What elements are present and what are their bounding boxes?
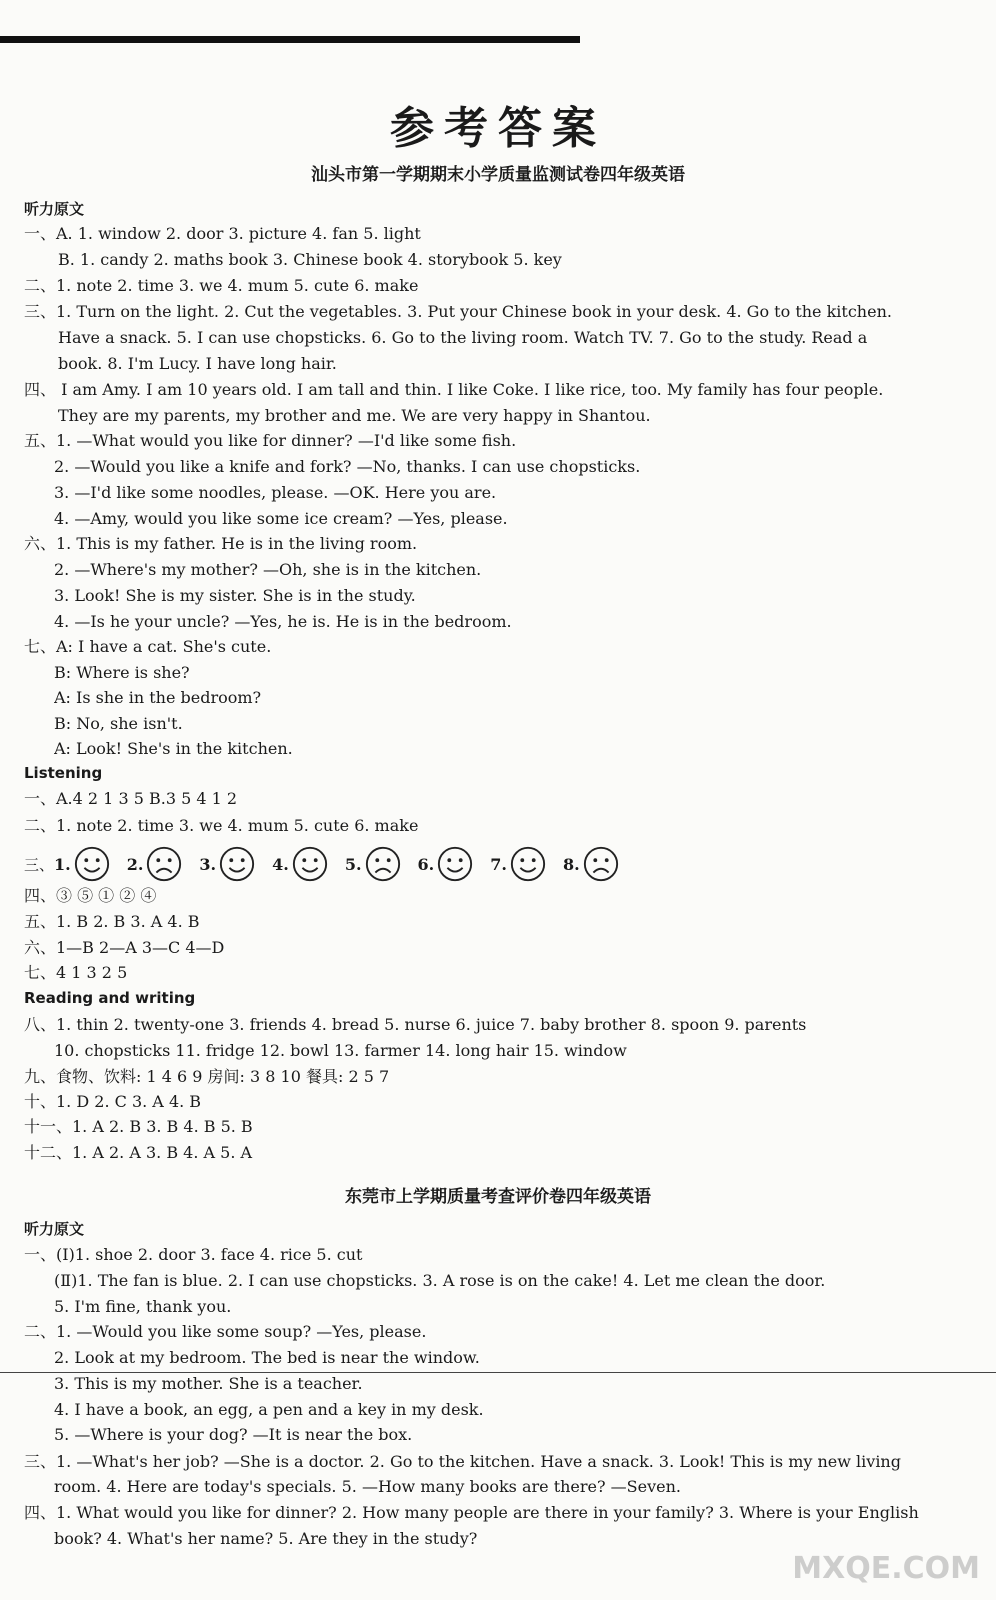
text-line: 七、A: I have a cat. She's cute.: [24, 637, 272, 656]
text-line: 2. —Where's my mother? —Oh, she is in the kitchen.: [54, 560, 482, 579]
text-line: book. 8. I'm Lucy. I have long hair.: [58, 354, 337, 373]
happy-face-icon: [73, 845, 111, 883]
section1-heading-reading: Reading and writing: [24, 989, 196, 1007]
happy-face-icon: [436, 845, 474, 883]
face-answer: 3.: [199, 845, 256, 883]
text-line: 2. Look at my bedroom. The bed is near the window.: [54, 1348, 480, 1367]
text-line: 3. —I'd like some noodles, please. —OK. Here you are.: [54, 483, 497, 502]
text-line: B: No, she isn't.: [54, 714, 183, 733]
text-line: 3. This is my mother. She is a teacher.: [54, 1374, 363, 1393]
answer-line: 十一、1. A 2. B 3. B 4. B 5. B: [24, 1117, 253, 1136]
text-line: 五、1. —What would you like for dinner? —I'd like some fish.: [24, 431, 517, 450]
text-line: 四、1. What would you like for dinner? 2. How many people are there in your family? 3. Where is your English: [24, 1503, 919, 1522]
answer-line: 十、1. D 2. C 3. A 4. B: [24, 1092, 202, 1111]
answer-line: 十二、1. A 2. A 3. B 4. A 5. A: [24, 1143, 253, 1162]
text-line: 3. Look! She is my sister. She is in the study.: [54, 586, 416, 605]
text-line: B. 1. candy 2. maths book 3. Chinese book 4. storybook 5. key: [58, 250, 562, 269]
text-line: 4. —Amy, would you like some ice cream? —Yes, please.: [54, 509, 508, 528]
happy-face-icon: [218, 845, 256, 883]
text-line: (Ⅱ)1. The fan is blue. 2. I can use chopsticks. 3. A rose is on the cake! 4. Let me clean the door.: [54, 1271, 826, 1290]
text-line: 六、1. This is my father. He is in the living room.: [24, 534, 418, 553]
text-line: 4. —Is he your uncle? —Yes, he is. He is in the bedroom.: [54, 612, 512, 631]
text-line: A: Is she in the bedroom?: [54, 688, 262, 707]
answer-line: 七、4 1 3 2 5: [24, 963, 128, 982]
face-answer: 8.: [563, 845, 620, 883]
section2-title: 东莞市上学期质量考查评价卷四年级英语: [345, 1187, 651, 1207]
text-line: 4. I have a book, an egg, a pen and a key in my desk.: [54, 1400, 484, 1419]
happy-face-icon: [291, 845, 329, 883]
face-answer: 7.: [490, 845, 547, 883]
watermark: MXQE.COM: [792, 1551, 980, 1586]
text-line: 5. —Where is your dog? —It is near the box.: [54, 1425, 413, 1444]
answer-line: 五、1. B 2. B 3. A 4. B: [24, 912, 200, 931]
section2-heading-script: 听力原文: [24, 1220, 85, 1238]
face-answer: 1.: [54, 845, 111, 883]
happy-face-icon: [509, 845, 547, 883]
text-line: Have a snack. 5. I can use chopsticks. 6. Go to the living room. Watch TV. 7. Go to the study. Read a: [58, 328, 868, 347]
text-line: 二、1. note 2. time 3. we 4. mum 5. cute 6. make: [24, 276, 419, 295]
text-line: room. 4. Here are today's specials. 5. —How many books are there? —Seven.: [54, 1477, 682, 1496]
sad-face-icon: [364, 845, 402, 883]
answer-line: 九、食物、饮料: 1 4 6 9 房间: 3 8 10 餐具: 2 5 7: [24, 1067, 390, 1086]
sad-face-icon: [582, 845, 620, 883]
text-line: 四、 I am Amy. I am 10 years old. I am tall and thin. I like Coke. I like rice, too. My family has four people.: [24, 380, 884, 399]
text-line: 二、1. —Would you like some soup? —Yes, please.: [24, 1322, 427, 1341]
text-line: A: Look! She's in the kitchen.: [54, 739, 293, 758]
answer-line: 四、③ ⑤ ① ② ④: [24, 886, 157, 905]
page-title: 参考答案: [390, 103, 606, 154]
text-line: book? 4. What's her name? 5. Are they in the study?: [54, 1529, 478, 1548]
face-answer: 6.: [418, 845, 475, 883]
section1-heading-script: 听力原文: [24, 200, 85, 218]
face-answer: 5.: [345, 845, 402, 883]
text-line: B: Where is she?: [54, 663, 190, 682]
text-line: They are my parents, my brother and me. We are very happy in Shantou.: [58, 406, 651, 425]
text-line: 三、1. Turn on the light. 2. Cut the vegetables. 3. Put your Chinese book in your desk. 4. Go to the kitchen.: [24, 302, 892, 321]
text-line: 2. —Would you like a knife and fork? —No, thanks. I can use chopsticks.: [54, 457, 641, 476]
answer-line: 一、A.4 2 1 3 5 B.3 5 4 1 2: [24, 789, 238, 808]
answer-line: 10. chopsticks 11. fridge 12. bowl 13. farmer 14. long hair 15. window: [54, 1041, 627, 1060]
face-answer: 4.: [272, 845, 329, 883]
section1-title: 汕头市第一学期期末小学质量监测试卷四年级英语: [311, 165, 685, 185]
text-line: 5. I'm fine, thank you.: [54, 1297, 232, 1316]
sad-face-icon: [145, 845, 183, 883]
answer-line: 八、1. thin 2. twenty-one 3. friends 4. bread 5. nurse 6. juice 7. baby brother 8. spoon 9. parents: [24, 1015, 807, 1034]
top-rule: [0, 36, 580, 43]
answer-line: 二、1. note 2. time 3. we 4. mum 5. cute 6. make: [24, 816, 419, 835]
answer-line: 六、1—B 2—A 3—C 4—D: [24, 938, 225, 957]
faces-row: [24, 844, 636, 884]
text-line: 一、A. 1. window 2. door 3. picture 4. fan 5. light: [24, 224, 421, 243]
text-line: 三、1. —What's her job? —She is a doctor. 2. Go to the kitchen. Have a snack. 3. Look! This is my new living: [24, 1452, 901, 1471]
faces-prefix: 三、: [24, 855, 55, 874]
face-answer: 2.: [127, 845, 184, 883]
section1-heading-listening: Listening: [24, 764, 103, 782]
text-line: 一、(Ⅰ)1. shoe 2. door 3. face 4. rice 5. cut: [24, 1245, 363, 1264]
